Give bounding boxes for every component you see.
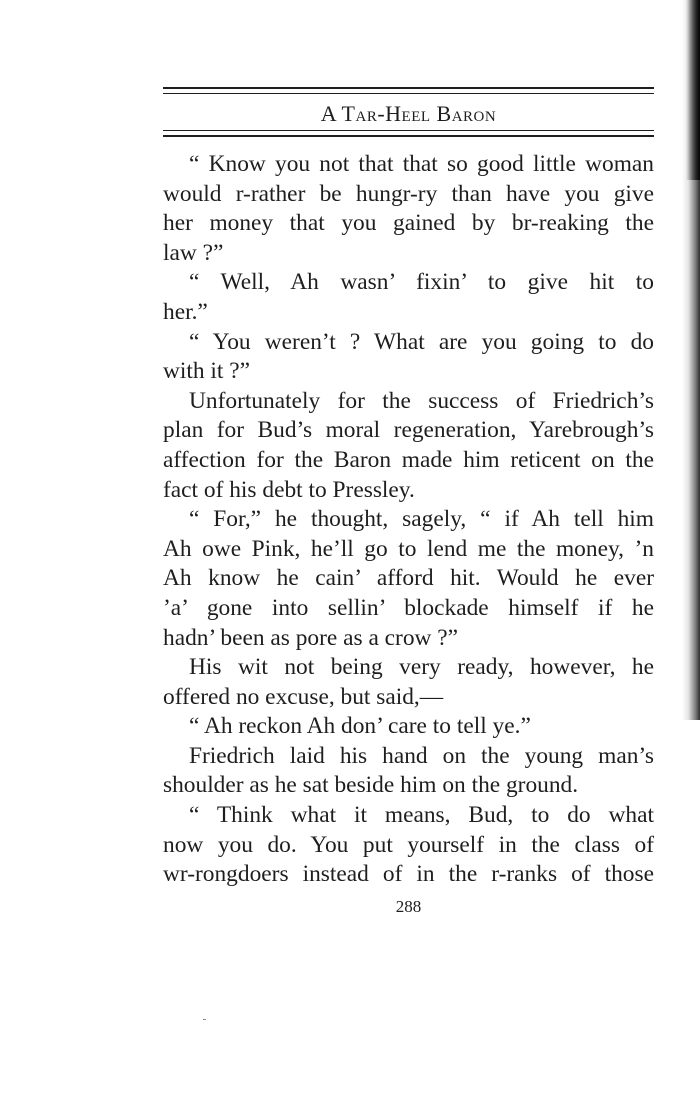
text-line: law ?” [163,239,224,266]
body-text [163,150,654,890]
running-head: A Tar-Heel Baron [320,101,497,126]
page-number: 288 [395,897,422,916]
text-line: affection for the Baron made him reticent on the [163,446,654,473]
text-line: “ Know you not that that so good little woman [189,151,654,177]
page-edge-shadow-top [686,0,700,180]
header-rule-bottom-thick [163,135,654,137]
text-line: “ For,” he thought, sagely, “ if Ah tell him [189,506,654,533]
text-line: plan for Bud’s moral regeneration, Yarebrough’s [163,417,654,444]
text-line: would r-rather be hungr-ry than have you give [163,180,654,207]
text-line: “ Well, Ah wasn’ fixin’ to give hit to [189,269,654,296]
text-line: shoulder as he sat beside him on the ground. [163,772,579,799]
text-line: hadn’ been as pore as a crow ?” [163,624,459,651]
text-line: now you do. You put yourself in the class of [163,831,654,858]
text-line: Friedrich laid his hand on the young man’s [189,742,654,769]
text-line: wr-rongdoers instead of in the r-ranks of those [163,861,654,888]
text-line: Unfortunately for the success of Friedrich’s [189,387,654,414]
text-line: with it ?” [163,358,251,385]
page-speck [203,1019,206,1020]
text-line: Ah owe Pink, he’ll go to lend me the money, ’n [163,535,654,562]
text-line: her.” [163,298,208,325]
text-line: Ah know he cain’ afford hit. Would he ever [163,565,654,592]
text-line: her money that you gained by br-reaking the [163,210,654,237]
header-rule-bottom-thin [163,130,654,131]
text-line: His wit not being very ready, however, he [189,654,654,681]
text-line: fact of his debt to Pressley. [163,476,415,503]
text-line: offered no excuse, but said,— [163,683,444,710]
text-line: “ You weren’t ? What are you going to do [189,328,654,355]
header-rule-top-thin [163,93,654,94]
text-line: “ Ah reckon Ah don’ care to tell ye.” [189,713,531,740]
text-line: ’a’ gone into sellin’ blockade himself if he [163,594,654,621]
header-rule-top-thick [163,87,654,89]
text-line: “ Think what it means, Bud, to do what [189,802,654,829]
